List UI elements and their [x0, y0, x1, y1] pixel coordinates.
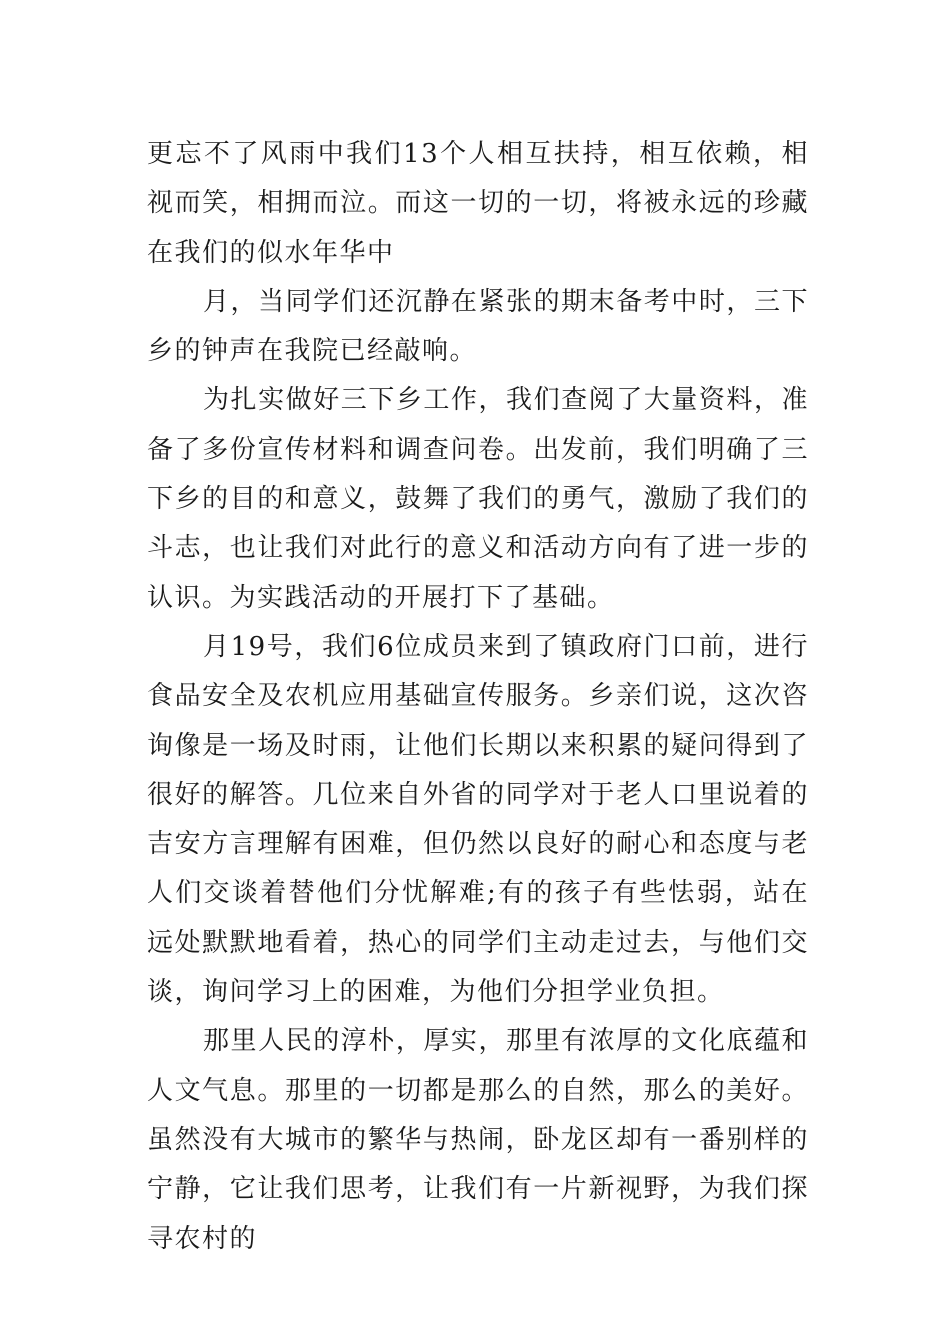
paragraph-2: 月，当同学们还沉静在紧张的期末备考中时，三下乡的钟声在我院已经敲响。 [147, 286, 809, 367]
document-body [147, 130, 809, 1264]
paragraph-5: 那里人民的淳朴，厚实，那里有浓厚的文化底蕴和人文气息。那里的一切都是那么的自然，那么的美好。虽然没有大城市的繁华与热闹，卧龙区却有一番别样的宁静，它让我们思考，让我们有一片新视野，为我们探寻农村的 [147, 1026, 809, 1254]
paragraph-3: 为扎实做好三下乡工作，我们查阅了大量资料，准备了多份宣传材料和调查问卷。出发前，我们明确了三下乡的目的和意义，鼓舞了我们的勇气，激励了我们的斗志，也让我们对此行的意义和活动方向有了进一步的认识。为实践活动的开展打下了基础。 [147, 385, 809, 613]
paragraph-4: 月19号，我们6位成员来到了镇政府门口前，进行食品安全及农机应用基础宣传服务。乡亲们说，这次咨询像是一场及时雨，让他们长期以来积累的疑问得到了很好的解答。几位来自外省的同学对于老人口里说着的吉安方言理解有困难，但仍然以良好的耐心和态度与老人们交谈着替他们分忧解难;有的孩子有些怯弱，站在远处默默地看着，热心的同学们主动走过去，与他们交谈，询问学习上的困难，为他们分担学业负担。 [147, 631, 809, 1008]
paragraph-1: 更忘不了风雨中我们13个人相互扶持，相互依赖，相视而笑，相拥而泣。而这一切的一切，将被永远的珍藏在我们的似水年华中 [147, 139, 809, 268]
